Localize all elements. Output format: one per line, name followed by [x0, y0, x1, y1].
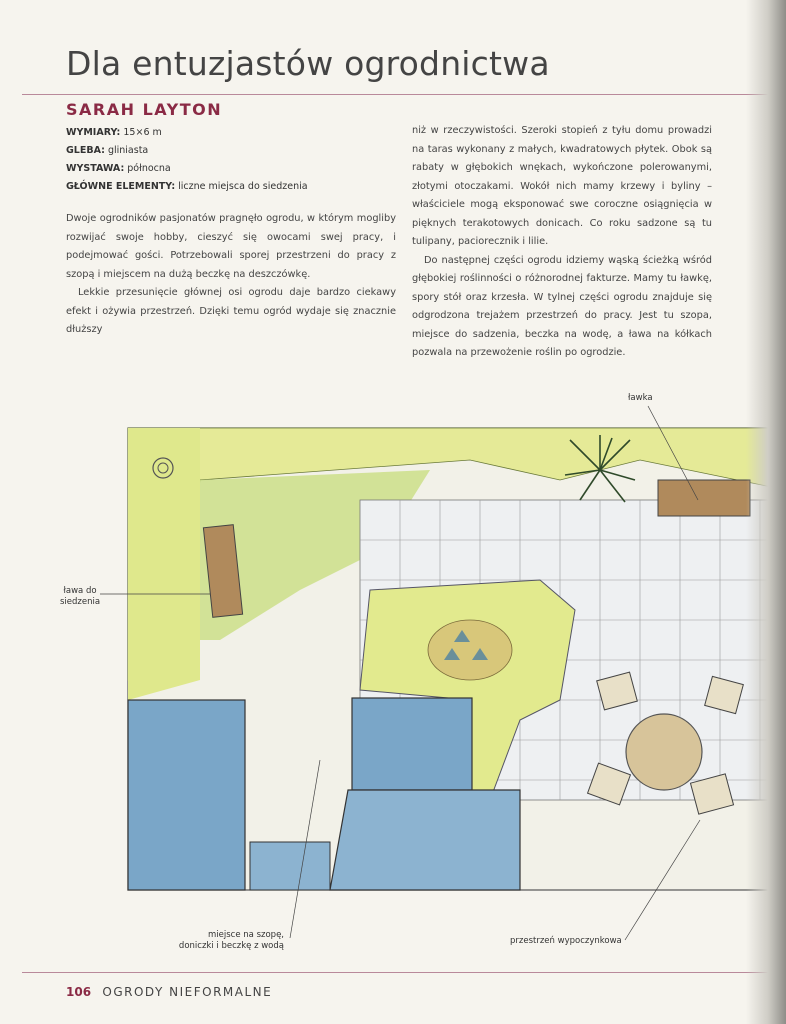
text-column-right [412, 122, 712, 363]
paragraph: niż w rzeczywistości. Szeroki stopień z tyłu domu prowadzi na taras wykonany z małych, kwadratowych płytek. Obok są rabaty w głębokich wnękach, wykończone polerowanymi, złotymi otoczakami. Wokół nich mamy krzewy i byliny – właściciele mogą eksponować swe coroczne osiągnięcia w pięknych terakotowych donicach. Co roku sadzone są tu tulipany, paciorecznik i lilie. [412, 125, 712, 247]
paragraph: Do następnej części ogrodu idziemy wąską ścieżką wśród głębokiej roślinności o różnorodnej fakturze. Mamy tu ławkę, spory stół oraz krzesła. W tylnej części ogrodu znajduje się odgrodzona trejażem przestrzeń do pracy. Jest tu szopa, miejsce do sadzenia, beczka na wodę, a ława na kółkach pozwala na przewożenie roślin po ogrodzie. [412, 254, 712, 358]
garden-plan-illustration [0, 380, 786, 960]
spec-row: WYMIARY: 15×6 m [66, 127, 162, 138]
pebble-bed [428, 620, 512, 680]
bottom-rule [22, 972, 784, 973]
author-name: SARAH LAYTON [66, 100, 223, 119]
label-relax-area: przestrzeń wypoczynkowa [510, 936, 622, 946]
spec-row: GLEBA: gliniasta [66, 145, 149, 156]
label-seating-bench: ława do siedzenia [60, 586, 101, 607]
spec-row: WYSTAWA: północna [66, 163, 171, 174]
page-footer [66, 985, 272, 999]
round-table [626, 714, 702, 790]
planting-bed-left [128, 428, 200, 700]
water-butt-area [250, 842, 330, 890]
page-title: Dla entuzjastów ogrodnictwa [66, 44, 550, 83]
bench-top-right [658, 480, 750, 516]
garden-specs [66, 124, 308, 196]
page-number: 106 [66, 985, 92, 999]
spec-row: GŁÓWNE ELEMENTY: liczne miejsca do siedzenia [66, 181, 308, 192]
top-rule [22, 94, 784, 95]
text-column-left [66, 210, 396, 340]
label-bench: ławka [628, 393, 653, 403]
section-name: OGRODY NIEFORMALNE [102, 985, 273, 999]
shed-roof [352, 698, 472, 790]
label-shed-area: miejsce na szopę, doniczki i beczkę z wodą [178, 930, 284, 951]
work-area-blue [128, 700, 245, 890]
paragraph: Dwoje ogrodników pasjonatów pragnęło ogrodu, w którym mogliby rozwijać swoje hobby, cieszyć się owocami swej pracy, i podejmować gości. Potrzebowali sporej przestrzeni do pracy z szopą i miejscem na dużą beczkę na deszczówkę. [66, 213, 396, 280]
potting-area [330, 790, 520, 890]
book-gutter-shadow [746, 0, 786, 1024]
paragraph: Lekkie przesunięcie głównej osi ogrodu daje bardzo ciekawy efekt i ożywia przestrzeń. Dzięki temu ogród wydaje się znacznie dłuższy [66, 287, 396, 335]
